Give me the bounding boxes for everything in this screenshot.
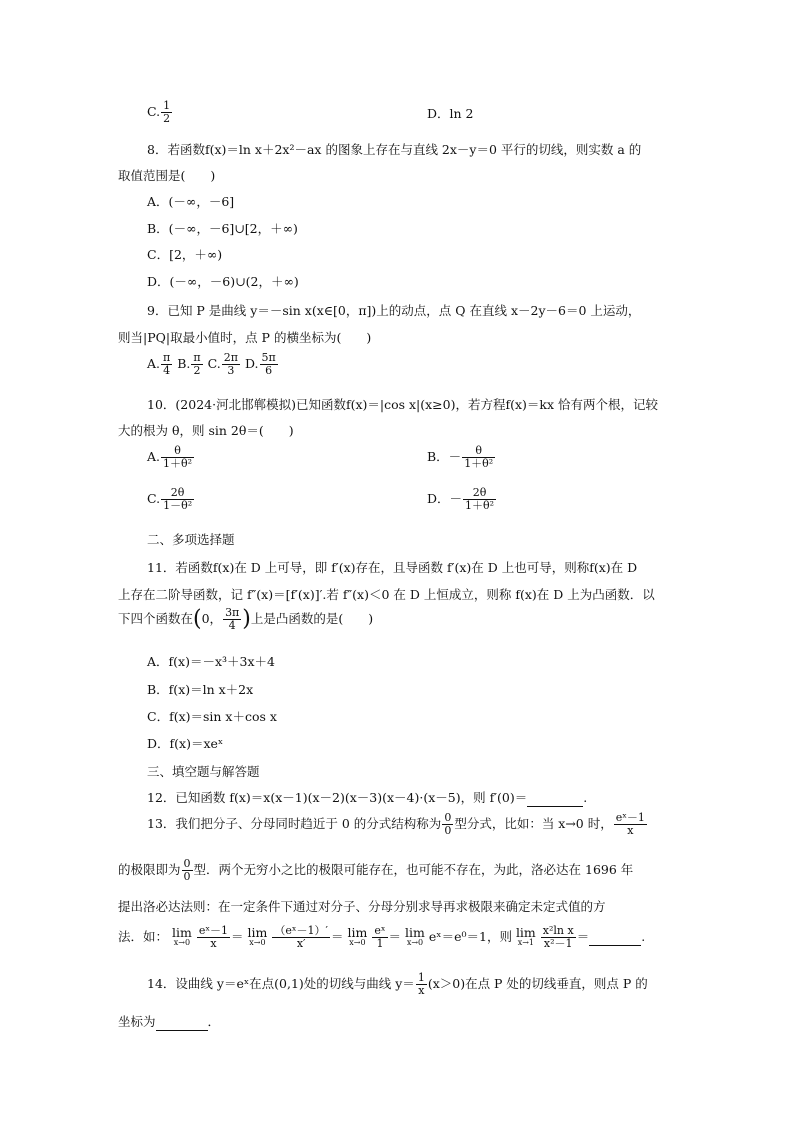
section-heading-fill-in: 三、填空题与解答题 (147, 764, 260, 779)
q11-option-b: B．f(x)＝ln x＋2x (147, 682, 254, 697)
q13-fraction-2: $\frac{\text{（eˣ－1）′}}{x'}$ (274, 924, 329, 950)
q13-example-fraction: $\frac{\text{eˣ－1}}{x}$ (615, 811, 645, 837)
q13-limit-5: lim x→1 (515, 924, 536, 947)
section-heading-multiple-choice: 二、多项选择题 (147, 532, 235, 547)
q10-option-b-fraction: $\frac{\theta}{\text{1＋θ²}}$ (464, 444, 494, 470)
q7-option-c-fraction: $\frac{1}{2}$ (163, 99, 171, 125)
q13-line2: 的极限即为 $\frac{0}{0}$ 型．两个无穷小之比的极限可能存在，也可能不存在，为此，洛必达在 1696 年 (118, 857, 634, 883)
q9-option-d-fraction: $\frac{5\pi}{6}$ (261, 351, 276, 377)
q8-option-a: A．(－∞，－6] (147, 194, 235, 209)
q14-reciprocal-fraction: $\frac{1}{x}$ (417, 971, 425, 997)
q10-option-b: B．－ $\frac{\theta}{\text{1＋θ²}}$ (427, 444, 494, 470)
q11-stem-line3: 下四个函数在(0， $\frac{3\pi}{4}$ )上是凸函数的是( ) (118, 606, 374, 632)
q13-zero-over-zero: $\frac{0}{0}$ (444, 811, 452, 837)
q10-option-d: D．－ $\frac{2\theta}{\text{1＋θ²}}$ (427, 486, 495, 512)
q11-stem-line2: 上存在二阶导函数，记 f″(x)＝[f′(x)]′.若 f″(x)＜0 在 D 上恒成立，则称 f(x)在 D 上为凸函数．以 (118, 587, 655, 602)
q8-option-d: D．(－∞，－6)∪(2，＋∞) (147, 274, 299, 289)
q13-answer-blank[interactable] (589, 929, 641, 946)
q11-stem-line1: 11．若函数f(x)在 D 上可导，即 f′(x)存在，且导函数 f′(x)在 D 上也可导，则称f(x)在 D (147, 560, 638, 575)
q11-option-d: D．f(x)＝xeˣ (147, 736, 224, 751)
q8-option-c: C．[2，＋∞) (147, 247, 223, 262)
q13-fraction-3: $\frac{\text{eˣ}}{1}$ (374, 924, 386, 950)
q7-option-c: C. $\frac{1}{2}$ (147, 99, 171, 125)
q9-stem-line2: 则当|PQ|取最小值时，点 P 的横坐标为( ) (118, 330, 372, 345)
q14-line2: 坐标为 ． (118, 1014, 221, 1029)
q11-interval-fraction: $\frac{3\pi}{4}$ (225, 606, 240, 632)
q9-option-a-fraction: $\frac{\pi}{4}$ (163, 351, 171, 377)
q13-line1: 13．我们把分子、分母同时趋近于 0 的分式结构称为 $\frac{0}{0}$ 型分式，比如：当 x→0 时， $\frac{\text{eˣ－1}}{x}$ (147, 811, 645, 837)
q13-line4: 法．如： lim x→0 $\frac{\text{eˣ－1}}{x}$ ＝ lim x→0 $\frac{\text{（eˣ－1）′}}{x'}$ ＝ lim x→0 $\frac{\text{eˣ}}{1}$ ＝ lim x→0 eˣ＝e⁰＝1，则 lim x→1 $\frac{\text{x²ln x}}{\text{x²－1}}$ ＝ . (118, 924, 646, 950)
q12-answer-blank[interactable] (527, 790, 583, 807)
q9-options: A. $\frac{\pi}{4}$ B. $\frac{\pi}{2}$ C. $\frac{2\pi}{3}$ D. $\frac{5\pi}{6}$ (147, 351, 276, 377)
q13-fraction-1: $\frac{\text{eˣ－1}}{x}$ (198, 924, 229, 950)
q14-answer-blank[interactable] (156, 1014, 208, 1031)
q11-option-a: A．f(x)＝－x³＋3x＋4 (147, 654, 275, 669)
q13-line3: 提出洛必达法则：在一定条件下通过对分子、分母分别求导再求极限来确定未定式值的方 (118, 899, 606, 914)
q10-option-a: A. $\frac{\theta}{\text{1＋θ²}}$ (147, 444, 193, 470)
q8-stem-line1: 8．若函数f(x)＝ln x＋2x²－ax 的图象上存在与直线 2x－y＝0 平行的切线，则实数 a 的 (147, 142, 642, 157)
q10-option-c: C. $\frac{2\theta}{\text{1－θ²}}$ (147, 486, 193, 512)
q10-option-d-fraction: $\frac{2\theta}{\text{1＋θ²}}$ (465, 486, 495, 512)
q8-stem-line2: 取值范围是( ) (118, 168, 216, 183)
q10-stem-line2: 大的根为 θ，则 sin 2θ＝( ) (118, 423, 294, 438)
q14-line1: 14．设曲线 y＝eˣ在点(0,1)处的切线与曲线 y＝ $\frac{1}{x}$ (x＞0)在点 P 处的切线垂直，则点 P 的 (147, 971, 648, 997)
q11-option-c: C．f(x)＝sin x＋cos x (147, 709, 277, 724)
q12-stem: 12．已知函数 f(x)＝x(x－1)(x－2)(x－3)(x－4)·(x－5)，则 f′(0)＝ . (147, 790, 588, 805)
q10-stem-line1: 10．(2024·河北邯郸模拟)已知函数f(x)＝|cos x|(x≥0)，若方程f(x)＝kx 恰有两个根，记较 (147, 397, 659, 412)
q10-option-c-fraction: $\frac{2\theta}{\text{1－θ²}}$ (163, 486, 193, 512)
q9-stem-line1: 9．已知 P 是曲线 y＝－sin x(x∈[0，π])上的动点，点 Q 在直线 x－2y－6＝0 上运动， (147, 303, 641, 318)
q10-option-a-fraction: $\frac{\theta}{\text{1＋θ²}}$ (163, 444, 193, 470)
q8-option-b: B．(－∞，－6]∪[2，＋∞) (147, 221, 298, 236)
q13-limit-1: lim x→0 (172, 924, 192, 947)
q13-limit-2: lim x→0 (247, 924, 268, 947)
q13-zero-over-zero-2: $\frac{0}{0}$ (183, 857, 191, 883)
q13-limit-3: lim x→0 (347, 924, 368, 947)
q9-option-c-fraction: $\frac{2\pi}{3}$ (223, 351, 238, 377)
q9-option-b-fraction: $\frac{\pi}{2}$ (193, 351, 201, 377)
q13-limit-4: lim x→0 (405, 924, 425, 947)
q13-fraction-4: $\frac{\text{x²ln x}}{\text{x²－1}}$ (542, 924, 574, 950)
q7-option-d: D．ln 2 (427, 106, 474, 121)
